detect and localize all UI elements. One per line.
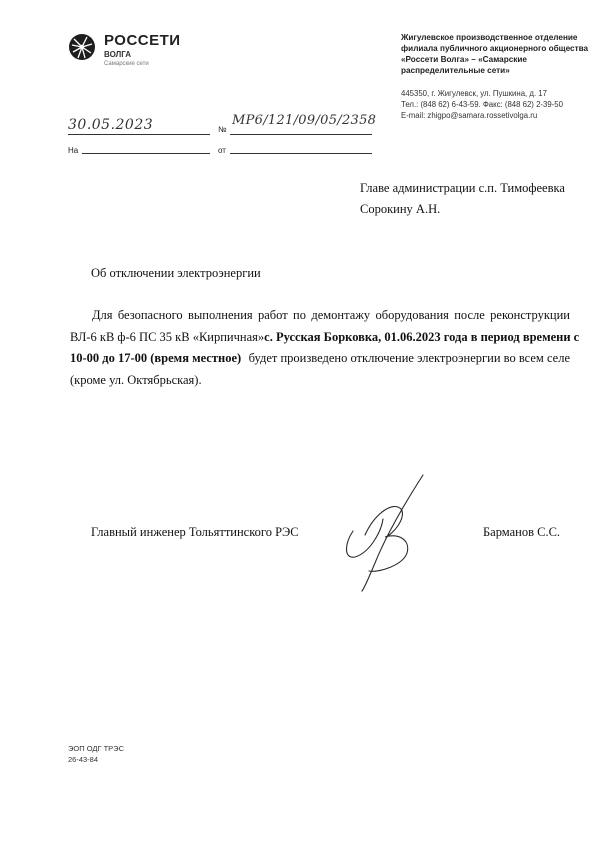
line-segment: ВЛ-6 кВ ф-6 ПС 35 кВ «Кирпичная» bbox=[70, 329, 265, 344]
logo-subtitle: ВОЛГА bbox=[104, 50, 132, 59]
body-line bbox=[70, 327, 580, 349]
addressee-position: Главе администрации с.п. Тимофеевка bbox=[360, 181, 565, 195]
ot-label: от bbox=[218, 146, 226, 155]
word: выполнения bbox=[187, 308, 253, 322]
word: безопасного bbox=[117, 308, 183, 322]
organization-name bbox=[401, 32, 591, 76]
word: по bbox=[293, 308, 306, 322]
word: работ bbox=[258, 308, 288, 322]
signatory-name: Барманов С.С. bbox=[483, 525, 561, 539]
organization-line: «Россети Волга» – «Самарские bbox=[401, 55, 527, 64]
line-segment-bold: 10-00 до 17-00 (время местное) bbox=[70, 351, 242, 365]
organization-line: распределительные сети» bbox=[401, 66, 510, 75]
executor-info bbox=[68, 743, 124, 765]
body-line bbox=[70, 370, 570, 392]
line-segment: (кроме ул. Октябрьская). bbox=[70, 372, 202, 387]
organization-contacts bbox=[401, 88, 563, 121]
line-segment-bold: с. Русская Борковка, 01.06.2023 года в период времени с bbox=[264, 329, 580, 344]
signatory-position: Главный инженер Тольяттинского РЭС bbox=[91, 525, 299, 539]
document-date: 30.05.2023 bbox=[68, 117, 154, 133]
body-text bbox=[70, 305, 580, 391]
addressee bbox=[360, 178, 565, 220]
word: Для bbox=[92, 308, 113, 322]
word: демонтажу bbox=[311, 308, 371, 322]
word: оборудования bbox=[375, 308, 449, 322]
body-line bbox=[70, 348, 570, 370]
phone-fax: Тел.: (848 62) 6-43-59. Факс: (848 62) 2-39-50 bbox=[401, 100, 563, 109]
organization-line: Жигулевское производственное отделение bbox=[401, 33, 578, 42]
document-number: МР6/121/09/05/2358 bbox=[232, 113, 377, 128]
ot-underline bbox=[230, 153, 372, 154]
organization-line: филиала публичного акционерного общества bbox=[401, 44, 589, 53]
rosseti-logo-icon bbox=[68, 33, 96, 61]
executor-phone: 26-43-84 bbox=[68, 755, 99, 764]
line-segment: будет произведено отключение электроэнергии во всем селе bbox=[248, 351, 570, 365]
na-underline bbox=[82, 153, 210, 154]
na-label: На bbox=[68, 146, 79, 155]
logo-title: РОССЕТИ bbox=[104, 32, 181, 49]
number-underline bbox=[230, 134, 372, 135]
subject: Об отключении электроэнергии bbox=[91, 266, 261, 280]
logo-text bbox=[104, 33, 181, 67]
word: после bbox=[454, 308, 485, 322]
handwritten-signature bbox=[335, 473, 445, 593]
address: 445350, г. Жигулевск, ул. Пушкина, д. 17 bbox=[401, 89, 547, 98]
executor-unit: ЭОП ОДГ ТРЭС bbox=[68, 744, 124, 753]
logo-subtitle-small: Самарские сети bbox=[104, 61, 149, 67]
body-line bbox=[70, 305, 570, 327]
date-underline bbox=[68, 134, 210, 135]
number-label: № bbox=[218, 125, 227, 134]
email: E-mail: zhigpo@samara.rossetivolga.ru bbox=[401, 111, 538, 120]
addressee-name: Сорокину А.Н. bbox=[360, 202, 441, 216]
word: реконструкции bbox=[490, 308, 570, 322]
